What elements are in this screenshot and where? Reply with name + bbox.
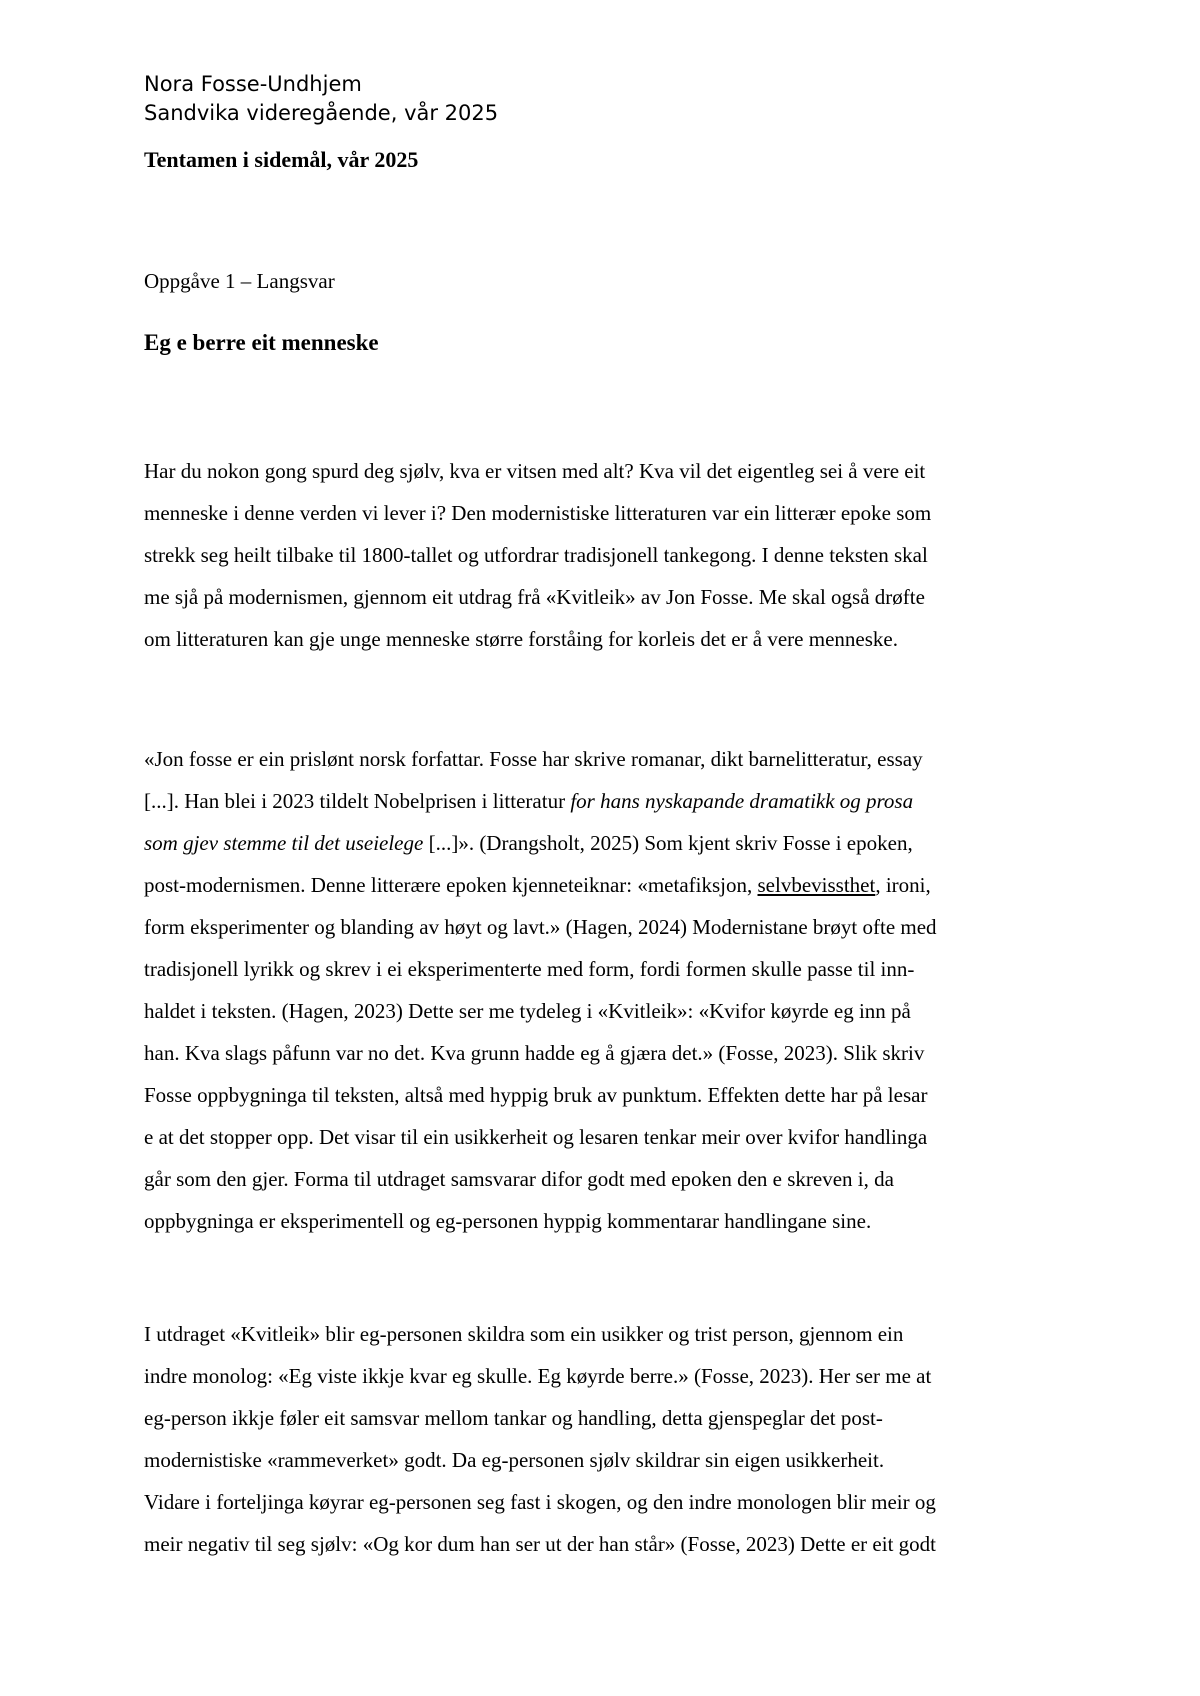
text-line: Vidare i forteljinga køyrar eg-personen seg fast i skogen, og den indre monologen blir meir og xyxy=(144,1490,936,1514)
italic-quote: som gjev stemme til det useielege xyxy=(144,831,424,855)
paragraph-context xyxy=(144,738,1074,1242)
author-block xyxy=(144,70,498,128)
paragraph-introduction xyxy=(144,450,1074,660)
text-line: indre monolog: «Eg viste ikkje kvar eg skulle. Eg køyrde berre.» (Fosse, 2023). Her ser me at xyxy=(144,1364,932,1388)
text-line: går som den gjer. Forma til utdraget samsvarar difor godt med epoken den e skreven i, da xyxy=(144,1167,894,1191)
exam-title: Tentamen i sidemål, vår 2025 xyxy=(144,147,419,172)
text-segment: , ironi, xyxy=(875,873,931,897)
text-line: e at det stopper opp. Det visar til ein usikkerheit og lesaren tenkar meir over kvifor handlinga xyxy=(144,1125,928,1149)
paragraph-analysis xyxy=(144,1313,1074,1565)
text-segment: [...]». (Drangsholt, 2025) Som kjent skriv Fosse i epoken, xyxy=(423,831,913,855)
underlined-word: selvbevissthet xyxy=(757,873,876,897)
text-line: tradisjonell lyrikk og skrev i ei eksperimenterte med form, fordi formen skulle passe til inn- xyxy=(144,957,915,981)
text-line xyxy=(144,780,1074,822)
text-line: eg-person ikkje føler eit samsvar mellom tankar og handling, detta gjenspeglar det post- xyxy=(144,1406,883,1430)
author-name: Nora Fosse-Undhjem xyxy=(144,72,362,96)
text-segment: post-modernismen. Denne litterære epoken kjenneteiknar: «metafiksjon, xyxy=(144,873,758,897)
text-segment: [...]. Han blei i 2023 tildelt Nobelprisen i litteratur xyxy=(144,789,571,813)
text-line: me sjå på modernismen, gjennom eit utdrag frå «Kvitleik» av Jon Fosse. Me skal også drøfte xyxy=(144,585,925,609)
text-line xyxy=(144,822,1074,864)
text-line: oppbygninga er eksperimentell og eg-personen hyppig kommentarar handlingane sine. xyxy=(144,1209,872,1233)
task-label: Oppgåve 1 – Langsvar xyxy=(144,269,335,293)
essay-title: Eg e berre eit menneske xyxy=(144,330,379,355)
text-line: strekk seg heilt tilbake til 1800-tallet og utfordrar tradisjonell tankegong. I denne teksten skal xyxy=(144,543,928,567)
text-line: Fosse oppbygninga til teksten, altså med hyppig bruk av punktum. Effekten dette har på lesar xyxy=(144,1083,928,1107)
italic-quote: for hans nyskapande dramatikk og prosa xyxy=(570,789,914,813)
text-line: om litteraturen kan gje unge menneske større forståing for korleis det er å vere menneske. xyxy=(144,627,898,651)
text-line: haldet i teksten. (Hagen, 2023) Dette ser me tydeleg i «Kvitleik»: «Kvifor køyrde eg inn på xyxy=(144,999,911,1023)
text-line: «Jon fosse er ein prislønt norsk forfattar. Fosse har skrive romanar, dikt barnelitteratur, essay xyxy=(144,747,923,771)
text-line: han. Kva slags påfunn var no det. Kva grunn hadde eg å gjæra det.» (Fosse, 2023). Slik skriv xyxy=(144,1041,925,1065)
text-line: meir negativ til seg sjølv: «Og kor dum han ser ut der han står» (Fosse, 2023) Dette er eit godt xyxy=(144,1532,937,1556)
text-line: Har du nokon gong spurd deg sjølv, kva er vitsen med alt? Kva vil det eigentleg sei å vere eit xyxy=(144,459,926,483)
text-line: I utdraget «Kvitleik» blir eg-personen skildra som ein usikker og trist person, gjennom ein xyxy=(144,1322,904,1346)
text-line: menneske i denne verden vi lever i? Den modernistiske litteraturen var ein litterær epoke som xyxy=(144,501,932,525)
school-name: Sandvika videregående, vår 2025 xyxy=(144,101,499,125)
text-line xyxy=(144,864,1074,906)
text-line: form eksperimenter og blanding av høyt og lavt.» (Hagen, 2024) Modernistane brøyt ofte med xyxy=(144,915,937,939)
text-line: modernistiske «rammeverket» godt. Da eg-personen sjølv skildrar sin eigen usikkerheit. xyxy=(144,1448,885,1472)
